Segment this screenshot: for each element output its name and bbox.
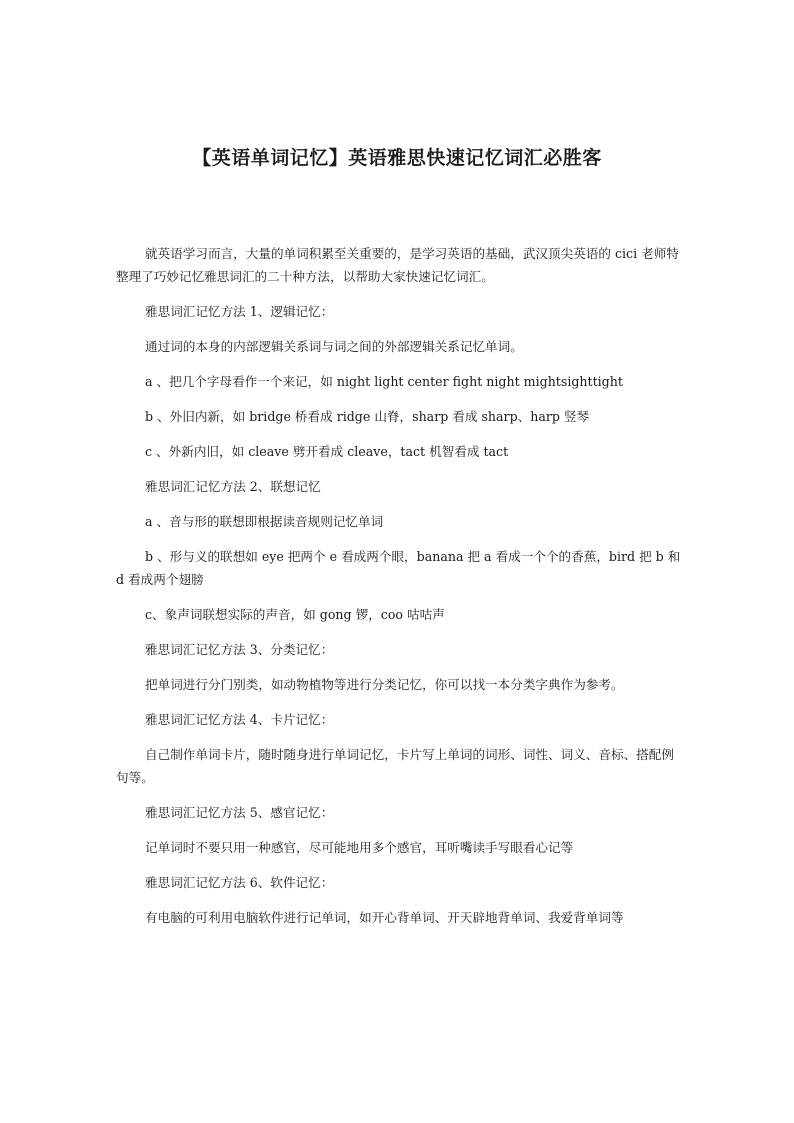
paragraph-intro: 就英语学习而言，大量的单词积累至关重要的，是学习英语的基础，武汉顶尖英语的 cici 老师特整理了巧妙记忆雅思词汇的二十种方法，以帮助大家快速记忆词汇。 <box>116 246 679 284</box>
heading-method-4: 雅思词汇记忆方法 4、卡片记忆： <box>145 712 334 727</box>
list-item: c、象声词联想实际的声音，如 gong 锣，coo 咕咕声 <box>145 607 445 622</box>
paragraph: 把单词进行分门别类，如动物植物等进行分类记忆，你可以找一本分类字典作为参考。 <box>145 677 624 692</box>
paragraph: 有电脑的可利用电脑软件进行记单词，如开心背单词、开天辟地背单词、我爱背单词等 <box>145 910 624 925</box>
heading-method-2: 雅思词汇记忆方法 2、联想记忆 <box>145 479 321 494</box>
heading-method-5: 雅思词汇记忆方法 5、感官记忆： <box>145 805 334 820</box>
list-item: b 、外旧内新，如 bridge 桥看成 ridge 山脊，sharp 看成 sharp、harp 竖琴 <box>145 409 590 424</box>
document-body <box>116 242 682 941</box>
list-item: b 、形与义的联想如 eye 把两个 e 看成两个眼，banana 把 a 看成一个个的香蕉，bird 把 b 和 d 看成两个翅膀 <box>116 549 681 587</box>
heading-method-1: 雅思词汇记忆方法 1、逻辑记忆： <box>145 304 334 319</box>
heading-method-6: 雅思词汇记忆方法 6、软件记忆： <box>145 875 334 890</box>
paragraph: 自己制作单词卡片，随时随身进行单词记忆，卡片写上单词的词形、词性、词义、音标、搭配例句等。 <box>116 747 674 785</box>
heading-method-3: 雅思词汇记忆方法 3、分类记忆： <box>145 642 334 657</box>
paragraph: 记单词时不要只用一种感官，尽可能地用多个感官，耳听嘴读手写眼看心记等 <box>145 840 574 855</box>
document-title: 【英语单词记忆】英语雅思快速记忆词汇必胜客 <box>192 147 602 169</box>
list-item: a 、音与形的联想即根据读音规则记忆单词 <box>145 514 384 529</box>
list-item: a 、把几个字母看作一个来记，如 night light center fight night mightsighttight <box>145 374 623 389</box>
list-item: c 、外新内旧，如 cleave 劈开看成 cleave，tact 机智看成 tact <box>145 444 509 459</box>
paragraph: 通过词的本身的内部逻辑关系词与词之间的外部逻辑关系记忆单词。 <box>145 339 523 354</box>
